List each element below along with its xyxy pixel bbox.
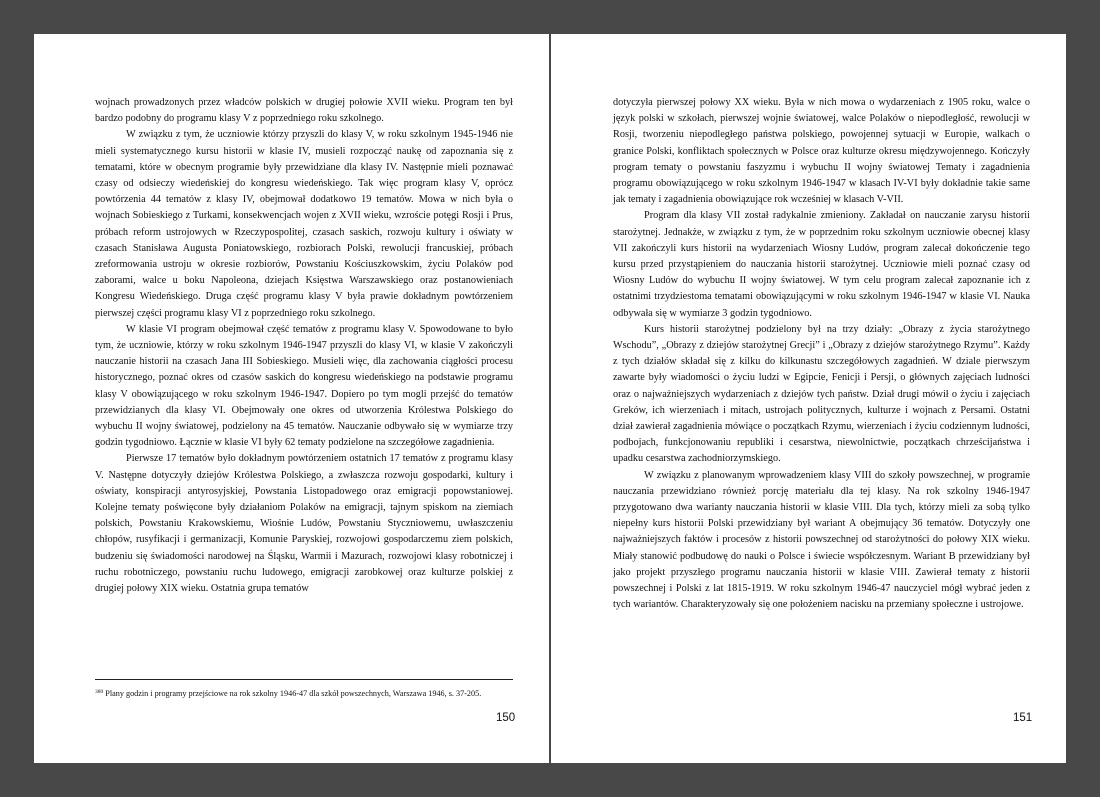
right-page: [551, 34, 1066, 763]
page-number: 151: [1013, 712, 1033, 724]
footnote-text: Plany godzin i programy przejściowe na rok szkolny 1946-47 dla szkół powszechnych, Warszawa 1946, s. 37-205.: [105, 689, 482, 698]
paragraph: W klasie VI program obejmował część tematów z programu klasy V. Spowodowane to było tym, że uczniowie, którzy w roku szkolnym 1946-1947 przyszli do klasy VI, w klasie V zakończyli nauczanie historii na czasach Jana III Sobieskiego. Musieli więc, dla zachowania ciągłości procesu historycznego, poznać okres od czasów saskich do kongresu wiedeńskiego na podstawie programu klasy V obowiązującego w roku szkolnym 1946-1947. Dopiero po tym mogli przejść do tematów przewidzianych dla klasy VI. Obejmowały one okres od utworzenia Królestwa Polskiego do wybuchu II wojny światowej, podzielony na 45 tematów. Nauczanie odbywało się w wymiarze trzy godzin tygodniowo. Łącznie w klasie VI były 62 tematy podzielone na szczegółowe zagadnienia.: [95, 323, 513, 449]
left-page-body: [95, 95, 513, 597]
right-page-body: [613, 95, 1030, 614]
footnote-marker: 380: [95, 689, 104, 695]
paragraph: wojnach prowadzonych przez władców polskich w drugiej połowie XVII wieku. Program ten był bardzo podobny do programu klasy V z poprzedniego roku szkolnego.: [95, 97, 513, 125]
paragraph: W związku z tym, że uczniowie którzy przyszli do klasy V, w roku szkolnym 1945-1946 nie mieli systematycznego kursu historii w klasie IV, musieli rozpocząć naukę od zapoznania się z tematami, które w obecnym programie były przewidziane dla klasy IV. Następnie mieli poznawać czasy od odsieczy wiedeńskiej do kongresu wiedeńskiego. Tak więc program klasy V, oprócz powtórzenia 44 tematów z klasy IV, obejmował dodatkowo 19 tematów. Mowa w nich była o wojnach Sobieskiego z Turkami, konsekwencjach wojen z XVII wieku, wzroście potęgi Rosji i Prus, próbach reform ustrojowych w Rzeczypospolitej, czasach saskich, rozwoju kultury i oświaty w czasach Stanisława Augusta Poniatowskiego, rozbiorach Polski, rewolucji francuskiej, próbach zreformowania ustroju w okresie rozbiorów, Powstaniu Kościuszkowskim, życiu Polaków pod zaborami, walce u boku Napoleona, dziejach Księstwa Warszawskiego oraz postanowieniach Kongresu Wiedeńskiego. Druga część programu klasy V była prawie dokładnym powtórzeniem pierwszej części programu klasy VI z poprzedniego roku szkolnego.: [95, 129, 513, 319]
paragraph: Pierwsze 17 tematów było dokładnym powtórzeniem ostatnich 17 tematów z programu klasy V. Następne dotyczyły dziejów Królestwa Polskiego, a zwłaszcza rozwoju gospodarki, kultury i oświaty, konspiracji antyrosyjskiej, Powstania Listopadowego oraz emigracji popowstaniowej. Kolejne tematy poświęcone były działaniom Polaków na emigracji, tajnym spiskom na ziemiach polskich, Powstaniu Krakowskiemu, Wiośnie Ludów, Powstaniu Styczniowemu, uwłaszczeniu chłopów, rusyfikacji i germanizacji, Komunie Paryskiej, rozwojowi gospodarczemu ziem polskich, budzeniu się świadomości narodowej na Śląsku, Warmii i Mazurach, rozwojowi klasy robotniczej i ruchu robotniczego, powstaniu ruchu ludowego, emigracji zarobkowej oraz kulturze polskiej z drugiej połowy XIX wieku. Ostatnia grupa tematów: [95, 453, 513, 595]
paragraph: Kurs historii starożytnej podzielony był na trzy działy: „Obrazy z życia starożytnego Wschodu”, „Obrazy z dziejów starożytnej Grecji” i „Obrazy z dziejów starożytnego Rzymu”. Każdy z tych działów składał się z kilku do kilkunastu szczegółowych zagadnień. W dziale pierwszym zawarte były wiadomości o życiu ludzi w Egipcie, Fenicji i Persji, o głównych zajęciach ludności oraz o najważniejszych wydarzeniach z dziejów tych państw. Dział drugi mówił o życiu i zajęciach Greków, ich wierzeniach i mitach, ustrojach politycznych, kulturze i wojnach z Persami. Ostatni dział zawierał zagadnienia mówiące o początkach Rzymu, wierzeniach i życiu codziennym ludności, podbojach, funkcjonowaniu republiki i cesarstwa, niewolnictwie, początkach chrześcijaństwa i upadku cesarstwa zachodniorzymskiego.: [613, 323, 1030, 465]
paragraph: Program dla klasy VII został radykalnie zmieniony. Zakładał on nauczanie zarysu historii starożytnej. Jednakże, w związku z tym, że w poprzednim roku szkolnym uczniowie obecnej klasy VII zakończyli kurs historii na wydarzeniach Wiosny Ludów, program zalecał dokończenie tego kursu przed przystąpieniem do nauczania historii starożytnej. Uczniowie mieli poznać czasy od Wiosny Ludów do wybuchu II wojny światowej. W tym celu program zalecał zapoznanie ich z ostatnimi trzydziestoma tematami obowiązującymi w roku szkolnym 1946-1947 w klasie VI. Nauka odbywała się w wymiarze 3 godzin tygodniowo.: [613, 210, 1030, 319]
left-page: [34, 34, 549, 763]
paragraph: W związku z planowanym wprowadzeniem klasy VIII do szkoły powszechnej, w programie nauczania przewidziano również porcję materiału dla tej klasy. Na rok szkolny 1946-1947 przygotowano dwa warianty nauczania historii w klasie VIII. Dla tych, którzy mieli za sobą tylko niepełny kurs historii Polski przewidziany był wariant A obejmujący 36 tematów. Dotyczyły one najważniejszych faktów i procesów z historii powszechnej od starożytności do połowy XIX wieku. Miały stanowić podbudowę do nauki o Polsce i świecie współczesnym. Wariant B przewidziany był jako projekt przyszłego programu nauczania historii w klasie VIII. Zawierał tematy z historii powszechnej i Polski z lat 1815-1919. W roku szkolnym 1946-47 nauczyciel mógł wybrać jeden z tych wariantów. Charakteryzowały się one położeniem nacisku na przemiany społeczne i ustrojowe.: [613, 469, 1030, 611]
footnote-divider: [95, 679, 513, 680]
page-number: 150: [496, 712, 516, 724]
paragraph: dotyczyła pierwszej połowy XX wieku. Była w nich mowa o wydarzeniach z 1905 roku, walce o język polski w szkołach, pierwszej wojnie światowej, walce Polaków o niepodległość, rewolucji w Rosji, tworzeniu niepodległego państwa polskiego, powojennej sytuacji w Europie, walkach o granice Polski, konfliktach społecznych w Polsce oraz kulturze okresu międzywojennego. Kończyły program tematy o powstaniu faszyzmu i wybuchu II wojny światowej Tematy i zagadnienia programu obowiązującego w roku szkolnym 1946-1947 w klasach IV-VI były dokładnie takie same jak tematy i zagadnienia obowiązujące rok wcześniej w klasach V-VII.: [613, 97, 1030, 206]
footnote: [95, 687, 515, 699]
